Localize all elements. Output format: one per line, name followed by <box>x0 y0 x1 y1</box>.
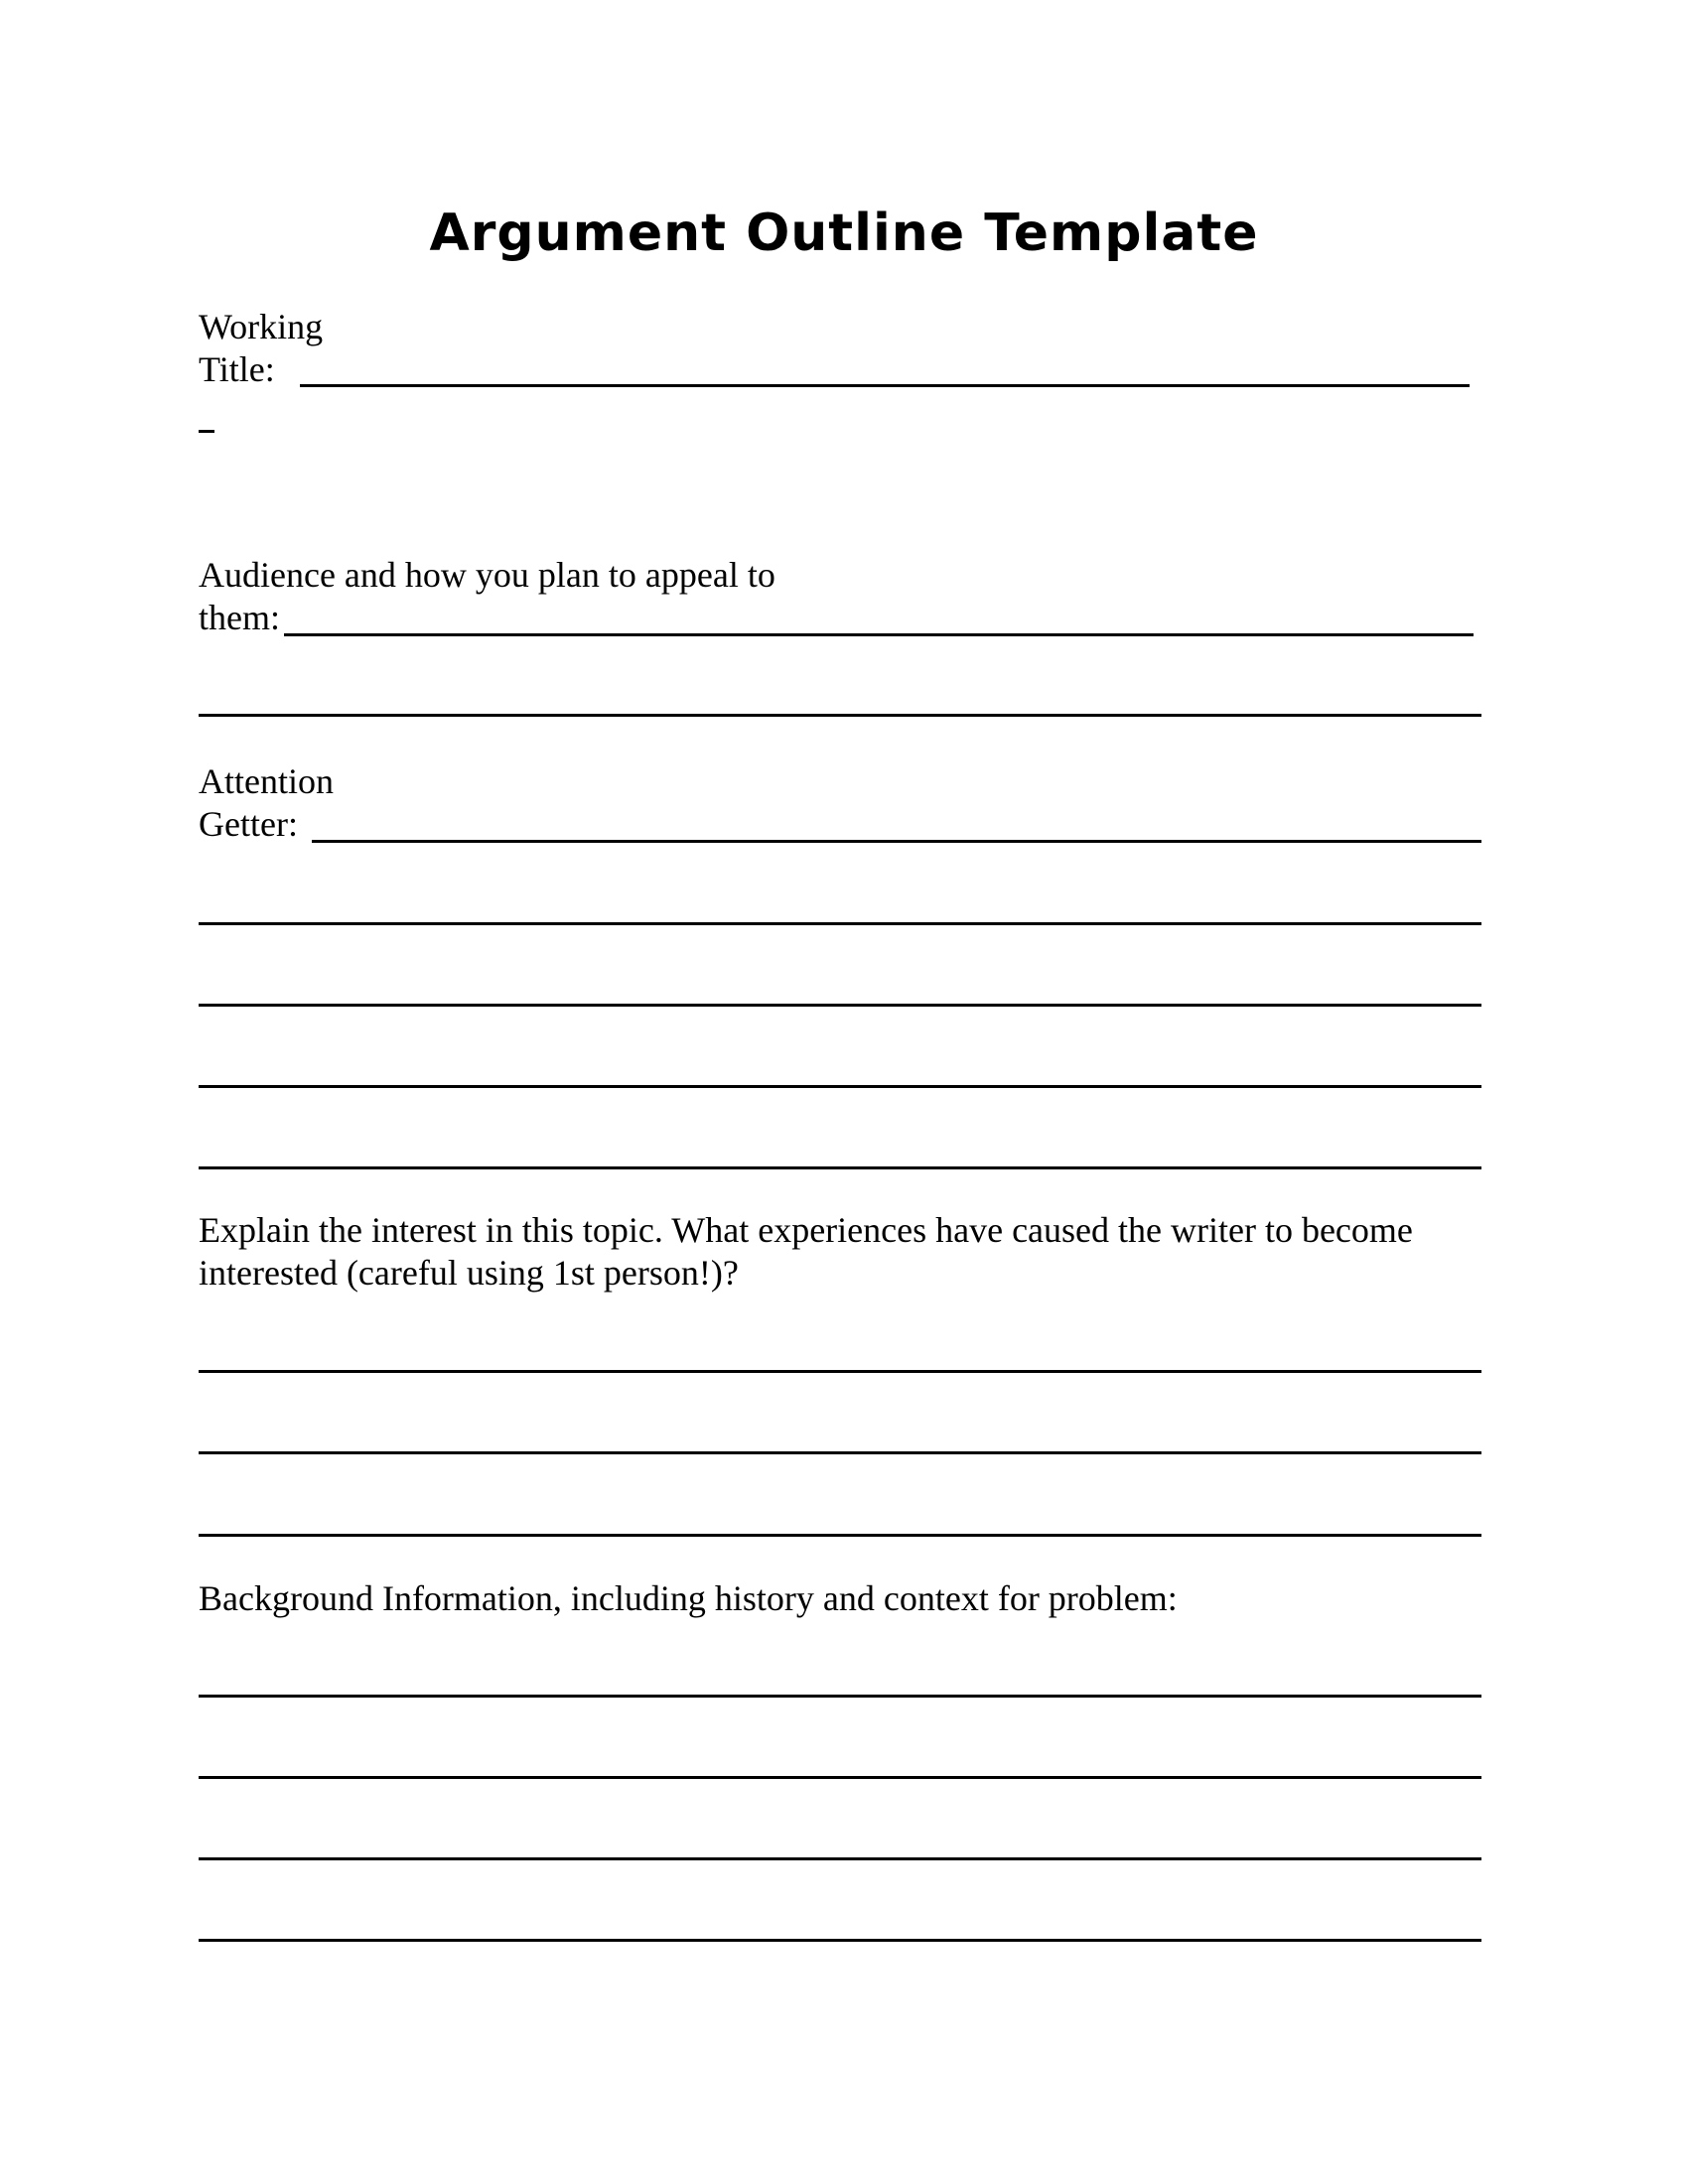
attention-getter-answer-line-2[interactable] <box>199 922 1481 925</box>
audience-answer-line-1[interactable] <box>284 633 1474 636</box>
attention-getter-label-line1: Attention <box>199 761 334 801</box>
working-title-answer-line[interactable] <box>300 384 1470 387</box>
interest-label-line2: interested (careful using 1st person!)? <box>199 1253 739 1293</box>
attention-getter-answer-line-5[interactable] <box>199 1166 1481 1169</box>
attention-getter-answer-line-3[interactable] <box>199 1004 1481 1007</box>
interest-answer-line-3[interactable] <box>199 1534 1481 1537</box>
interest-answer-line-1[interactable] <box>199 1370 1481 1373</box>
audience-answer-line-2[interactable] <box>199 714 1481 717</box>
background-label: Background Information, including history and context for problem: <box>199 1578 1178 1618</box>
working-title-label-line1: Working <box>199 307 324 346</box>
background-answer-line-1[interactable] <box>199 1695 1481 1698</box>
attention-getter-answer-line-1[interactable] <box>312 840 1481 843</box>
audience-label-line2: them: <box>199 598 280 637</box>
interest-answer-line-2[interactable] <box>199 1451 1481 1454</box>
background-answer-line-2[interactable] <box>199 1776 1481 1779</box>
audience-label-line1: Audience and how you plan to appeal to <box>199 555 775 595</box>
interest-label-line1: Explain the interest in this topic. What experiences have caused the writer to become <box>199 1210 1413 1250</box>
attention-getter-label-line2: Getter: <box>199 804 298 844</box>
background-answer-line-3[interactable] <box>199 1857 1481 1860</box>
page-title: Argument Outline Template <box>429 204 1259 263</box>
background-answer-line-4[interactable] <box>199 1939 1481 1942</box>
working-title-label-line2: Title: <box>199 349 275 389</box>
working-title-answer-line-overflow <box>199 430 214 433</box>
attention-getter-answer-line-4[interactable] <box>199 1085 1481 1088</box>
